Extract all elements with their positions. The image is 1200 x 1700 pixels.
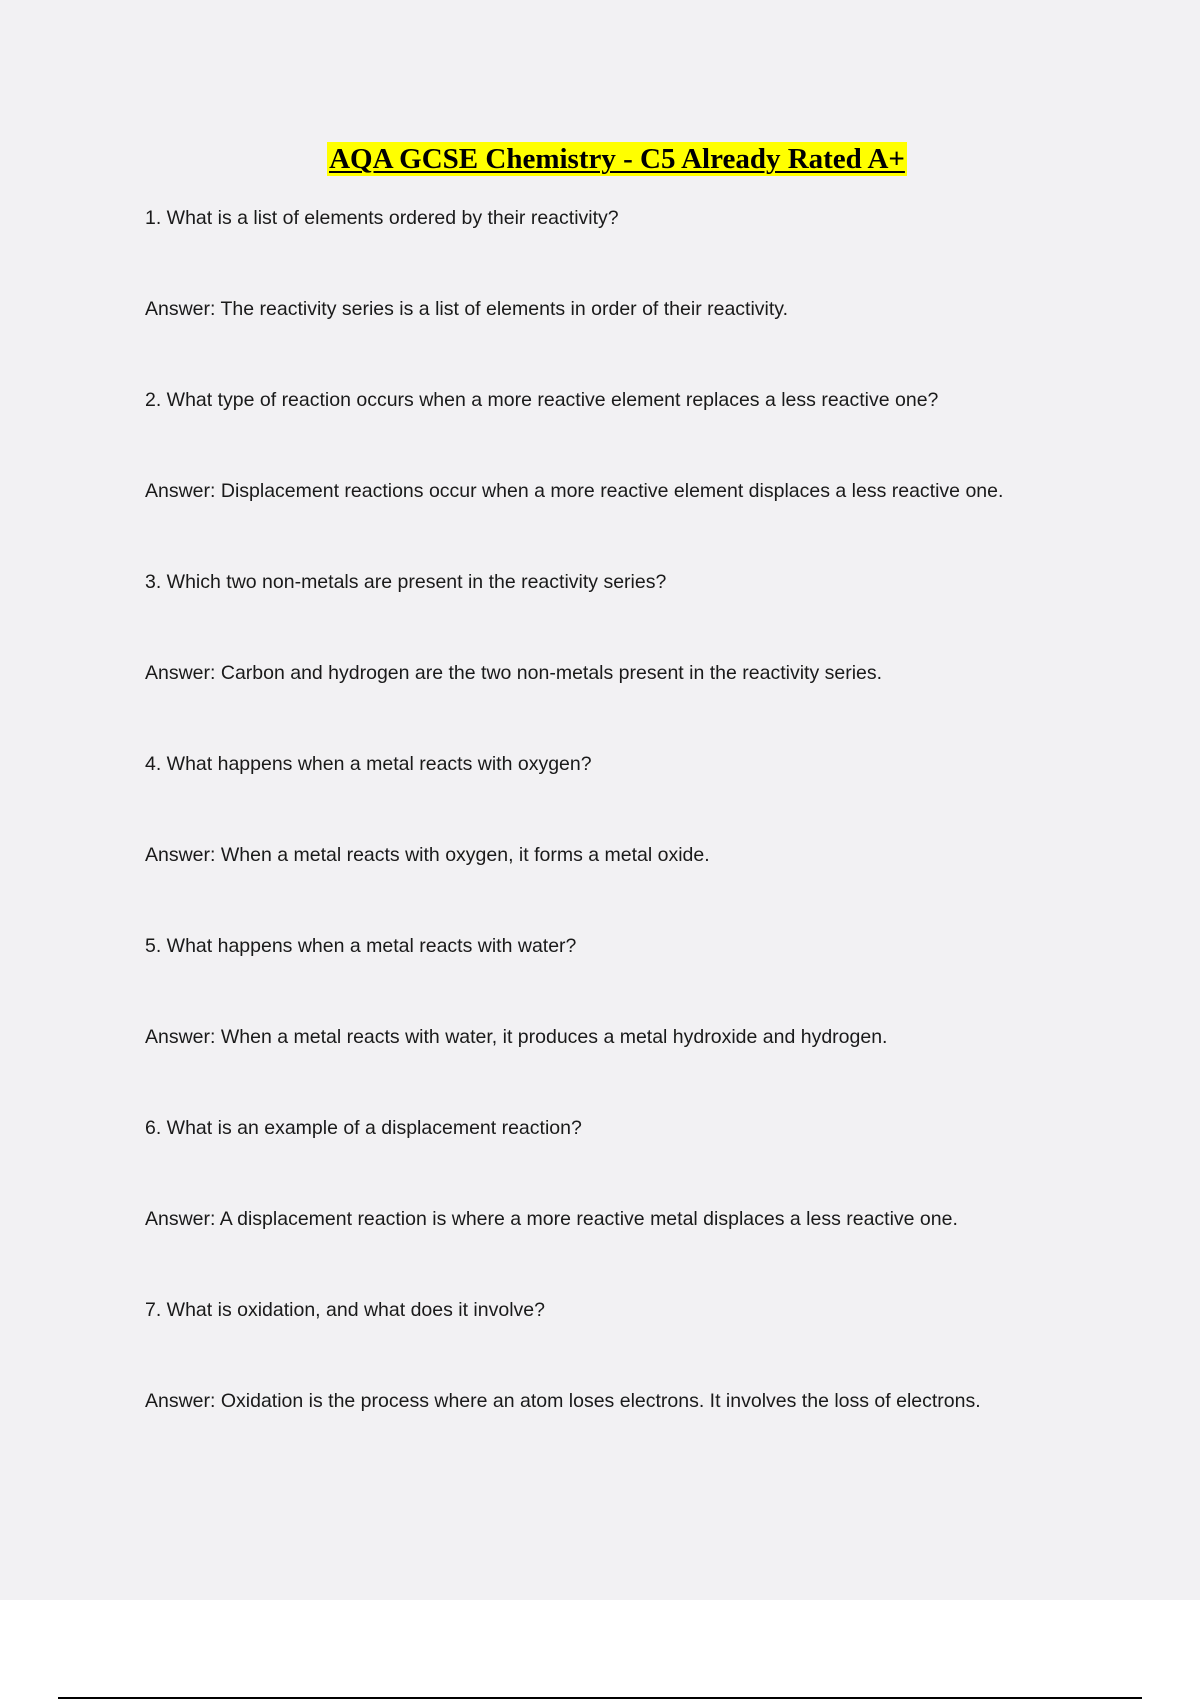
answer-2: Answer: Displacement reactions occur when a more reactive element displaces a less reactive one. [145,480,1004,502]
question-1: 1. What is a list of elements ordered by their reactivity? [145,207,619,229]
question-2: 2. What type of reaction occurs when a more reactive element replaces a less reactive one? [145,389,939,411]
answer-4: Answer: When a metal reacts with oxygen, it forms a metal oxide. [145,844,710,866]
document-title: AQA GCSE Chemistry - C5 Already Rated A+ [329,143,905,175]
answer-6: Answer: A displacement reaction is where a more reactive metal displaces a less reactive one. [145,1208,958,1230]
question-5: 5. What happens when a metal reacts with water? [145,935,577,957]
answer-3: Answer: Carbon and hydrogen are the two non-metals present in the reactivity series. [145,662,883,684]
question-4: 4. What happens when a metal reacts with oxygen? [145,753,592,775]
answer-7: Answer: Oxidation is the process where an atom loses electrons. It involves the loss of electrons. [145,1390,981,1412]
question-3: 3. Which two non-metals are present in the reactivity series? [145,571,667,593]
answer-5: Answer: When a metal reacts with water, it produces a metal hydroxide and hydrogen. [145,1026,888,1048]
qa-list [145,205,1105,1479]
question-6: 6. What is an example of a displacement reaction? [145,1117,582,1139]
answer-1: Answer: The reactivity series is a list of elements in order of their reactivity. [145,298,789,320]
footer-divider [58,1697,1142,1699]
title-container [0,142,1200,176]
question-7: 7. What is oxidation, and what does it involve? [145,1299,545,1321]
